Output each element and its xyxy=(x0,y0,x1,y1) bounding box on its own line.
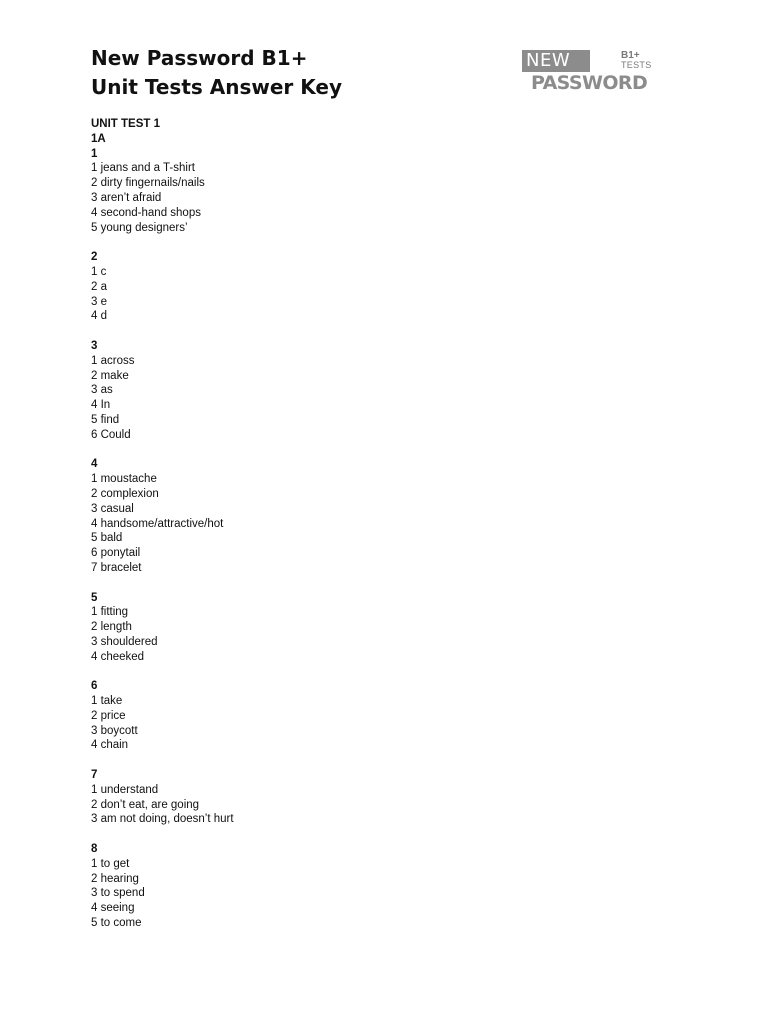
answer-item: 3 shouldered xyxy=(91,635,158,648)
answer-item: 2 a xyxy=(91,280,107,293)
answer-item: 6 Could xyxy=(91,428,131,441)
answer-item: 5 bald xyxy=(91,532,123,545)
spacer xyxy=(91,664,234,679)
answer-item: 1 across xyxy=(91,354,135,367)
answer-item: 1 fitting xyxy=(91,606,129,619)
exercise-block xyxy=(91,591,234,665)
answer-item: 4 chain xyxy=(91,739,129,752)
answer-item: 3 e xyxy=(91,295,107,308)
answer-item: 6 ponytail xyxy=(91,547,141,560)
exercise-number: 7 xyxy=(91,769,98,782)
answer-item: 3 to spend xyxy=(91,887,145,900)
answer-item: 4 cheeked xyxy=(91,650,145,663)
answer-key-content xyxy=(91,117,234,931)
exercise-number: 5 xyxy=(91,591,98,604)
answer-item: 7 bracelet xyxy=(91,561,142,574)
title-line-1: New Password B1+ xyxy=(91,46,308,70)
logo-tests: TESTS xyxy=(621,60,652,70)
answer-item: 2 dirty fingernails/nails xyxy=(91,177,205,190)
answer-item: 4 In xyxy=(91,399,111,412)
exercise-block xyxy=(91,250,234,324)
answer-item: 2 complexion xyxy=(91,487,159,500)
answer-item: 3 am not doing, doesn’t hurt xyxy=(91,813,234,826)
exercise-number: 4 xyxy=(91,458,98,471)
spacer xyxy=(91,827,234,842)
exercise-number: 8 xyxy=(91,843,98,856)
answer-item: 5 young designers’ xyxy=(91,221,188,234)
unit-heading: UNIT TEST 1 xyxy=(91,118,161,130)
logo-new-box: NEW xyxy=(522,50,590,72)
answer-item: 2 make xyxy=(91,369,129,382)
answer-item: 2 hearing xyxy=(91,872,139,885)
answer-item: 1 c xyxy=(91,265,107,278)
exercise-list xyxy=(91,147,234,931)
exercise-block xyxy=(91,679,234,753)
answer-item: 4 seeing xyxy=(91,902,135,915)
document-title xyxy=(91,44,342,102)
answer-item: 1 understand xyxy=(91,783,159,796)
spacer xyxy=(91,235,234,250)
exercise-number: 6 xyxy=(91,680,98,693)
answer-item: 1 to get xyxy=(91,857,130,870)
exercise-block xyxy=(91,457,234,575)
answer-item: 2 don’t eat, are going xyxy=(91,798,200,811)
spacer xyxy=(91,324,234,339)
answer-item: 3 as xyxy=(91,384,113,397)
answer-item: 1 jeans and a T-shirt xyxy=(91,162,195,175)
spacer xyxy=(91,576,234,591)
exercise-block xyxy=(91,339,234,443)
answer-item: 3 boycott xyxy=(91,724,138,737)
answer-item: 1 moustache xyxy=(91,473,157,486)
spacer xyxy=(91,443,234,458)
answer-item: 5 find xyxy=(91,413,120,426)
answer-item: 1 take xyxy=(91,695,123,708)
answer-item: 4 second-hand shops xyxy=(91,206,201,219)
section-heading: 1A xyxy=(91,132,106,145)
answer-item: 2 price xyxy=(91,709,126,722)
exercise-block xyxy=(91,768,234,827)
title-line-2: Unit Tests Answer Key xyxy=(91,75,342,99)
exercise-block xyxy=(91,842,234,931)
spacer xyxy=(91,753,234,768)
exercise-number: 3 xyxy=(91,339,98,352)
exercise-number: 1 xyxy=(91,147,98,160)
new-password-logo xyxy=(522,50,654,94)
answer-item: 4 d xyxy=(91,310,107,323)
exercise-number: 2 xyxy=(91,251,98,264)
logo-level: B1+ xyxy=(621,50,640,61)
answer-item: 3 aren’t afraid xyxy=(91,191,162,204)
exercise-block xyxy=(91,147,234,236)
logo-password: PASSWORD xyxy=(531,72,648,94)
answer-item: 4 handsome/attractive/hot xyxy=(91,517,224,530)
answer-item: 3 casual xyxy=(91,502,134,515)
answer-item: 5 to come xyxy=(91,917,142,930)
answer-item: 2 length xyxy=(91,621,132,634)
